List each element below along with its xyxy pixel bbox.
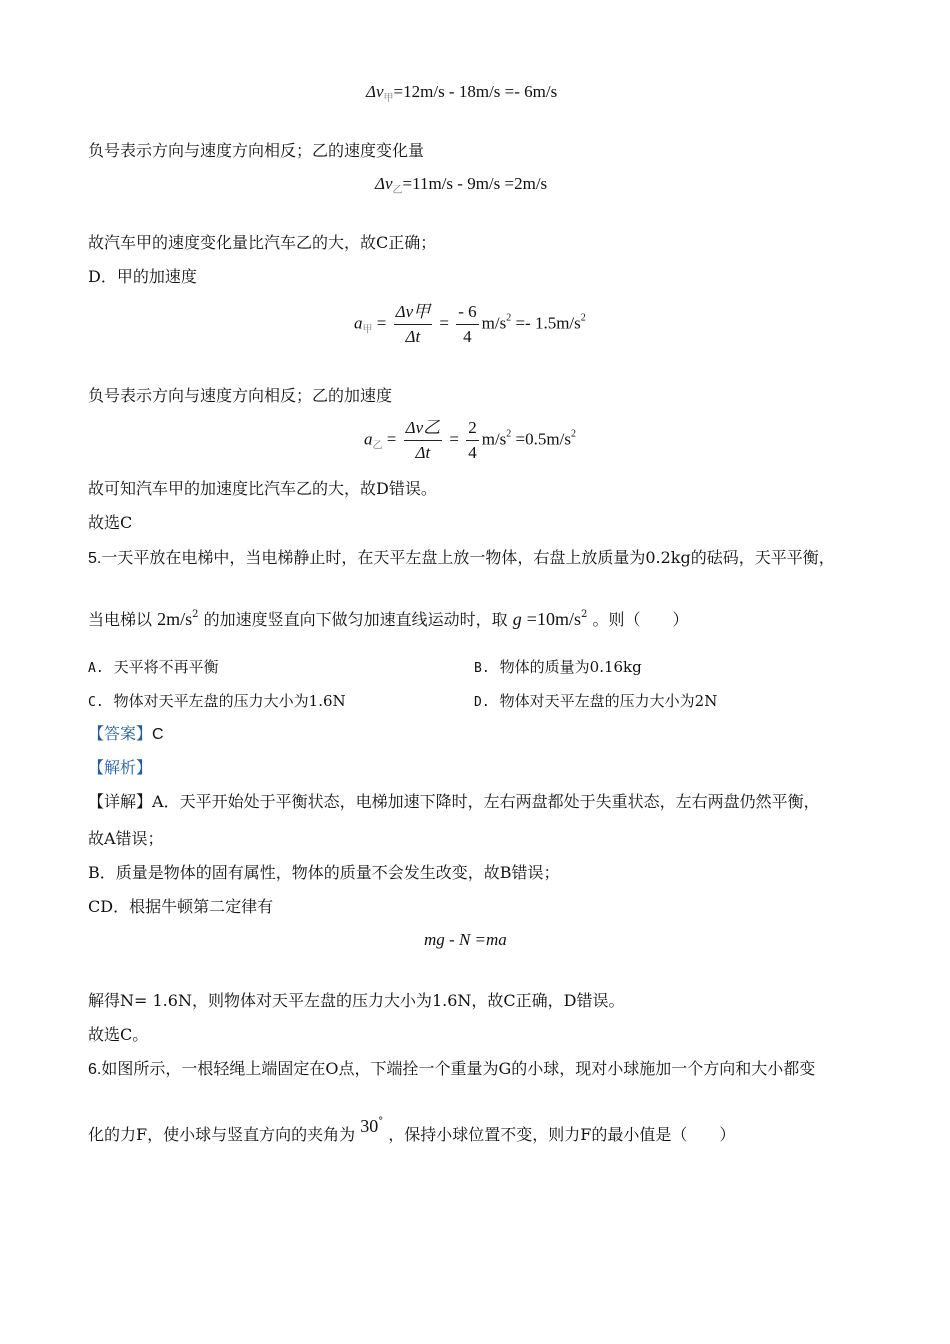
formula-a-jia: $a_甲$ = $\frac{\text{Δv甲}}{\Delta t}$ = $\frac{- 6}{4}$ $m/s^2 =- 1.5m/s^2$: [354, 302, 586, 346]
text-line: 故可知汽车甲的加速度比汽车乙的大，故D错误。: [88, 479, 437, 498]
formula-a-yi: $a_乙$ = $\frac{\text{Δv乙}}{\Delta t}$ = $\frac{2}{4}$ $m/s^2 =0.5m/s^2$: [364, 418, 576, 462]
text-line: D．甲的加速度: [88, 267, 197, 286]
answer-tag: 【答案】: [88, 724, 153, 743]
text-line: 故汽车甲的速度变化量比汽车乙的大，故C正确；: [88, 233, 437, 252]
question-6-line2: 化的力F，使小球与竖直方向的夹角为 30° ，保持小球位置不变，则力F的最小值是（ ）: [88, 1116, 736, 1144]
option-d[interactable]: D. 物体对天平左盘的压力大小为2N: [474, 692, 718, 710]
answer-line: [88, 724, 164, 745]
text-line: 负号表示方向与速度方向相反；乙的速度变化量: [88, 141, 425, 160]
formula-dv-yi: $\Delta v_乙=11m/s - 9m/s =2m/s$: [375, 174, 548, 196]
question-6-line1: 6.如图所示，一根轻绳上端固定在O点，下端拴一个重量为G的小球，现对小球施加一个方向和大小都变: [88, 1059, 816, 1078]
fraction: $\frac{\text{Δv甲}}{\Delta t}$: [395, 302, 431, 346]
text-line: 故A错误；: [88, 829, 164, 848]
detail-line: 【详解】A．天平开始处于平衡状态，电梯加速下降时，左右两盘都处于失重状态，左右两盘仍然平衡，: [88, 792, 820, 811]
text-line: 故选C: [88, 513, 133, 532]
detail-tag: 【详解】: [88, 792, 153, 811]
question-number: 5.: [88, 550, 102, 567]
option-a[interactable]: A. 天平将不再平衡: [88, 658, 219, 676]
text-line: 解得N= 1.6N，则物体对天平左盘的压力大小为1.6N，故C正确，D错误。: [88, 991, 625, 1010]
option-c[interactable]: C. 物体对天平左盘的压力大小为1.6N: [88, 692, 346, 710]
text-line: 故选C。: [88, 1025, 149, 1044]
text-line: B．质量是物体的固有属性，物体的质量不会发生改变，故B错误；: [88, 863, 560, 882]
question-number: 6.: [88, 1061, 102, 1078]
question-5-line1: 5.一天平放在电梯中，当电梯静止时，在天平左盘上放一物体，右盘上放质量为0.2kg的砝码，天平平衡，: [88, 548, 835, 567]
analysis-line: [88, 758, 152, 778]
formula-newton: mg - N =ma: [424, 930, 507, 949]
answer-value: C: [152, 726, 164, 743]
fraction: $\frac{2}{4}$: [468, 418, 477, 462]
text-line: CD．根据牛顿第二定律有: [88, 897, 274, 916]
fraction: $\frac{\text{Δv乙}}{\Delta t}$: [405, 418, 441, 462]
analysis-tag: 【解析】: [88, 758, 153, 777]
text-line: 负号表示方向与速度方向相反；乙的加速度: [88, 386, 393, 405]
fraction: $\frac{- 6}{4}$: [458, 302, 477, 346]
formula-dv-jia: $\Delta v_甲=12m/s - 18m/s =- 6m/s$: [366, 82, 558, 104]
option-b[interactable]: B. 物体的质量为0.16kg: [474, 658, 642, 676]
question-5-line2: 当电梯以 $2m/s^2$ 的加速度竖直向下做匀加速直线运动时，取 $g =10m/s^2$ 。则（ ）: [88, 609, 689, 629]
